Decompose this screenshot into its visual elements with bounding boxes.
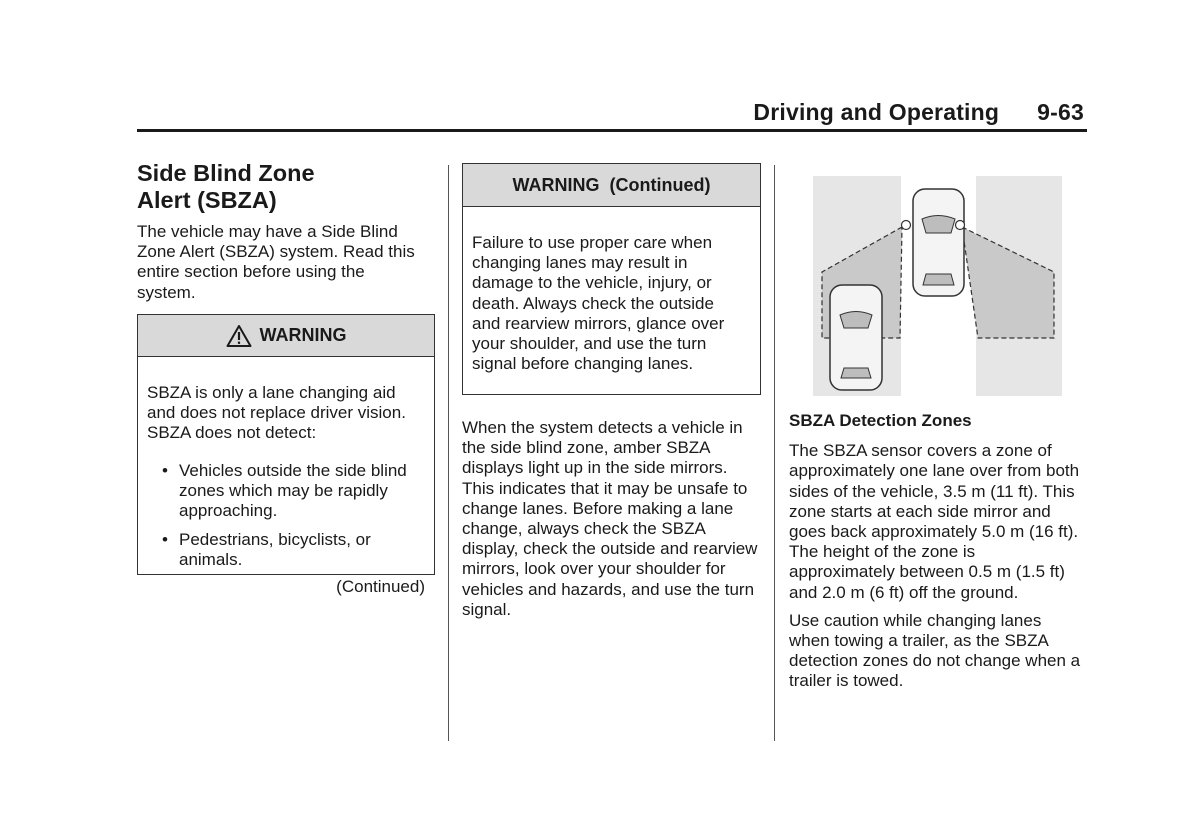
- sbza-detection-zones-illustration: [810, 172, 1066, 400]
- warning-continued-text: Failure to use proper care when changing lanes may result in damage to the vehicle, injury, or death. Always check the outside and rearview mirrors, glance over your shoulder, and use the turn signal before changing lanes.: [472, 233, 725, 374]
- list-item: • Vehicles outside the side blind zones which may be rapidly approaching.: [162, 460, 407, 521]
- right-mirror-sensor: [956, 221, 965, 230]
- column-divider-right: [774, 165, 775, 741]
- figure-caption: SBZA Detection Zones: [789, 411, 972, 430]
- column-divider-left: [448, 165, 449, 741]
- warning-triangle-icon: [226, 324, 252, 348]
- warning-continued-heading: WARNING (Continued): [512, 174, 711, 195]
- warning-box: [137, 314, 435, 596]
- warning-continued-header: [463, 164, 760, 207]
- right-column-text: [789, 411, 1089, 692]
- page-number: 9-63: [1037, 99, 1084, 125]
- adjacent-vehicle: [830, 285, 882, 390]
- warning-body: [138, 357, 434, 601]
- warning-continued-body: [463, 207, 760, 395]
- warning-continued-box: [462, 163, 761, 395]
- warning-header: [138, 315, 434, 357]
- left-mirror-sensor: [902, 221, 911, 230]
- middle-paragraph: When the system detects a vehicle in the side blind zone, amber SBZA displays light up in the side mirrors. This indicates that it may be unsafe to change lanes. Before making a lane change, always check the SBZA display, check the outside and rearview mirrors, look over your shoulder for vehicles and hazards, and use the turn signal.: [462, 418, 758, 619]
- section-title: Side Blind Zone Alert (SBZA): [137, 160, 315, 213]
- section-name: Driving and Operating: [753, 99, 1000, 125]
- intro-paragraph: The vehicle may have a Side Blind Zone Alert (SBZA) system. Read this entire section before using the system.: [137, 222, 415, 302]
- trailer-caution-paragraph: Use caution while changing lanes when towing a trailer, as the SBZA detection zones do not change when a trailer is towed.: [789, 610, 1081, 691]
- sbza-zone-paragraph: The SBZA sensor covers a zone of approximately one lane over from both sides of the vehicle, 3.5 m (11 ft). This zone starts at each side mirror and goes back approximately 5.0 m (16 ft). The height of the zone is approximately between 0.5 m (1.5 ft) and 2.0 m (6 ft) off the ground.: [789, 441, 1080, 602]
- page-header: [753, 99, 1084, 126]
- warning-text: SBZA is only a lane changing aid and does not replace driver vision. SBZA does not detect:: [147, 383, 406, 443]
- list-item: • Pedestrians, bicyclists, or animals.: [162, 530, 371, 570]
- continued-label: (Continued): [336, 576, 425, 596]
- header-rule: [137, 129, 1087, 132]
- warning-heading: WARNING: [259, 325, 347, 345]
- own-vehicle: [902, 189, 965, 296]
- warning-bullets: [147, 461, 425, 571]
